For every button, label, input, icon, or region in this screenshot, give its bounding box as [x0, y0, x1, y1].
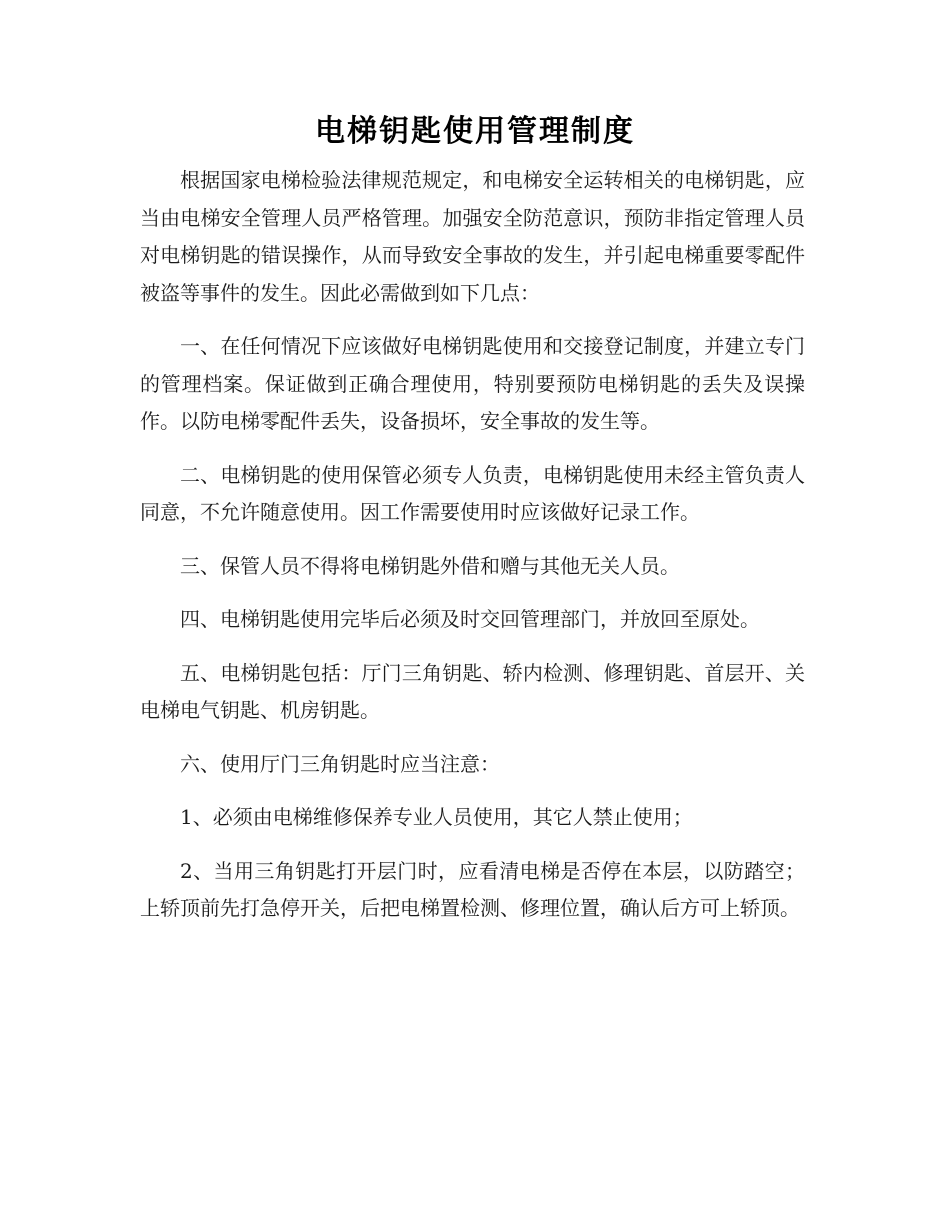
paragraph-item-1: 一、在任何情况下应该做好电梯钥匙使用和交接登记制度，并建立专门的管理档案。保证做到正确合理使用，特别要预防电梯钥匙的丢失及误操作。以防电梯零配件丢失，设备损坏，安全事故的发生等。 — [140, 334, 805, 433]
paragraph-subitem-1: 1、必须由电梯维修保养专业人员使用，其它人禁止使用； — [180, 805, 693, 829]
paragraph-intro: 根据国家电梯检验法律规范规定，和电梯安全运转相关的电梯钥匙，应当由电梯安全管理人员严格管理。加强安全防范意识，预防非指定管理人员对电梯钥匙的错误操作，从而导致安全事故的发生，并引起电梯重要零配件被盗等事件的发生。因此必需做到如下几点： — [140, 168, 805, 305]
paragraph-item-3: 三、保管人员不得将电梯钥匙外借和赠与其他无关人员。 — [180, 553, 680, 578]
paragraph-subitem-2: 2、当用三角钥匙打开层门时，应看清电梯是否停在本层，以防踏空；上轿顶前先打急停开关，后把电梯置检测、修理位置，确认后方可上轿顶。 — [140, 858, 805, 920]
paragraph-item-2: 二、电梯钥匙的使用保管必须专人负责，电梯钥匙使用未经主管负责人同意，不允许随意使用。因工作需要使用时应该做好记录工作。 — [140, 462, 805, 524]
paragraph-item-5: 五、电梯钥匙包括：厅门三角钥匙、轿内检测、修理钥匙、首层开、关电梯电气钥匙、机房钥匙。 — [140, 660, 805, 722]
paragraph-item-6: 六、使用厅门三角钥匙时应当注意： — [180, 751, 500, 776]
document-body — [140, 162, 805, 944]
document-title: 电梯钥匙使用管理制度 — [315, 114, 635, 149]
paragraph-item-4: 四、电梯钥匙使用完毕后必须及时交回管理部门，并放回至原处。 — [180, 607, 760, 631]
